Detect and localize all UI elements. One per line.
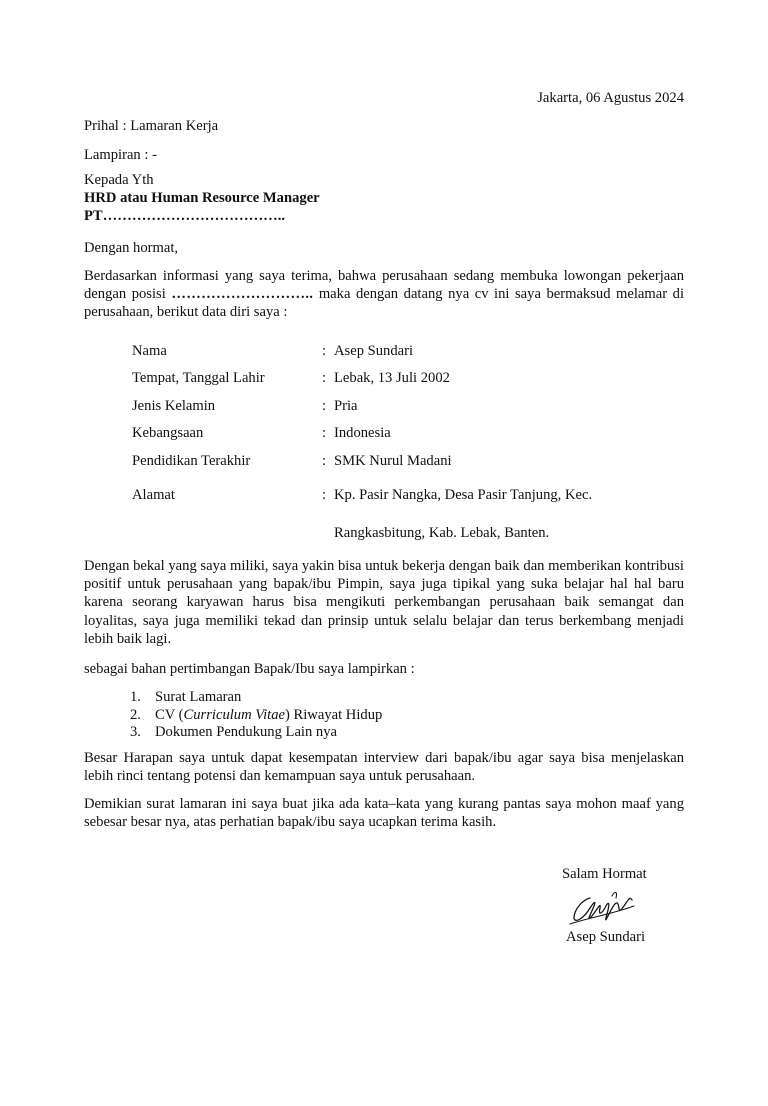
attachment-line: Lampiran : - <box>84 147 157 163</box>
data-label: Tempat, Tanggal Lahir <box>132 370 265 386</box>
data-colon: : <box>322 343 327 359</box>
list-number: 2. <box>130 707 141 723</box>
data-value-continued: Rangkasbitung, Kab. Lebak, Banten. <box>334 525 550 541</box>
closing-paragraph: Demikian surat lamaran ini saya buat jika ada kata–kata yang kurang pantas saya mohon maaf yang sebesar besar nya, atas perhatian bapak/ibu saya ucapkan terima kasih. <box>84 796 684 831</box>
intro-text-1: Berdasarkan informasi yang saya terima, bahwa perusahaan sedang membuka lowongan pekerjaan dengan posisi <box>84 268 684 303</box>
list-number: 1. <box>130 689 141 705</box>
attachments-intro: sebagai bahan pertimbangan Bapak/Ibu saya lampirkan : <box>84 661 415 677</box>
data-colon: : <box>322 487 327 503</box>
data-value: Pria <box>334 398 358 414</box>
data-value: Asep Sundari <box>334 343 414 359</box>
letter-date: Jakarta, 06 Agustus 2024 <box>537 90 684 106</box>
signature-icon <box>568 884 648 928</box>
greeting: Dengan hormat, <box>84 240 179 256</box>
data-value: Indonesia <box>334 425 391 441</box>
data-label: Nama <box>132 343 167 359</box>
list-text-italic: Curriculum Vitae <box>183 707 286 723</box>
data-colon: : <box>322 398 327 414</box>
list-text-pre: CV ( <box>155 707 184 723</box>
list-text: Dokumen Pendukung Lain nya <box>155 724 337 740</box>
intro-text-2: maka dengan datang nya cv ini saya bermaksud melamar di perusahaan, berikut data diri saya : <box>84 286 684 321</box>
data-label: Alamat <box>132 487 175 503</box>
data-value: SMK Nurul Madani <box>334 453 452 469</box>
data-colon: : <box>322 453 327 469</box>
position-placeholder: ……………………….. <box>171 286 314 303</box>
data-value: Kp. Pasir Nangka, Desa Pasir Tanjung, Kec. <box>334 487 593 503</box>
recipient-title: HRD atau Human Resource Manager <box>84 190 320 206</box>
list-text: Surat Lamaran <box>155 689 242 705</box>
data-colon: : <box>322 425 327 441</box>
body-paragraph: Dengan bekal yang saya miliki, saya yakin bisa untuk bekerja dengan baik dan memberikan kontribusi positif untuk perusahaan yang bapak/ibu Pimpin, saya juga tipikal yang suka belajar hal hal baru karena seorang karyawan harus bisa mengikuti perkembangan perusahaan baik semangat dan loyalitas, saya juga memiliki tekad dan prinsip untuk selalu belajar dan terus berkembang menjadi lebih baik lagi. <box>84 558 684 647</box>
list-text <box>155 706 382 724</box>
list-number: 3. <box>130 724 141 740</box>
data-value: Lebak, 13 Juli 2002 <box>334 370 450 386</box>
list-text-post: ) Riwayat Hidup <box>285 707 383 723</box>
data-label: Jenis Kelamin <box>132 398 216 414</box>
closing-salutation: Salam Hormat <box>562 866 647 882</box>
subject-line: Prihal : Lamaran Kerja <box>84 118 219 134</box>
data-label: Pendidikan Terakhir <box>132 453 251 469</box>
signer-name: Asep Sundari <box>566 929 646 945</box>
data-label: Kebangsaan <box>132 425 204 441</box>
recipient-company: PT……………………………….. <box>84 208 286 224</box>
hope-paragraph: Besar Harapan saya untuk dapat kesempatan interview dari bapak/ibu agar saya bisa menjelaskan lebih rinci tentang potensi dan kemampuan saya untuk perusahaan. <box>84 750 684 785</box>
data-colon: : <box>322 370 327 386</box>
intro-paragraph <box>84 267 684 322</box>
recipient-salutation: Kepada Yth <box>84 172 154 188</box>
